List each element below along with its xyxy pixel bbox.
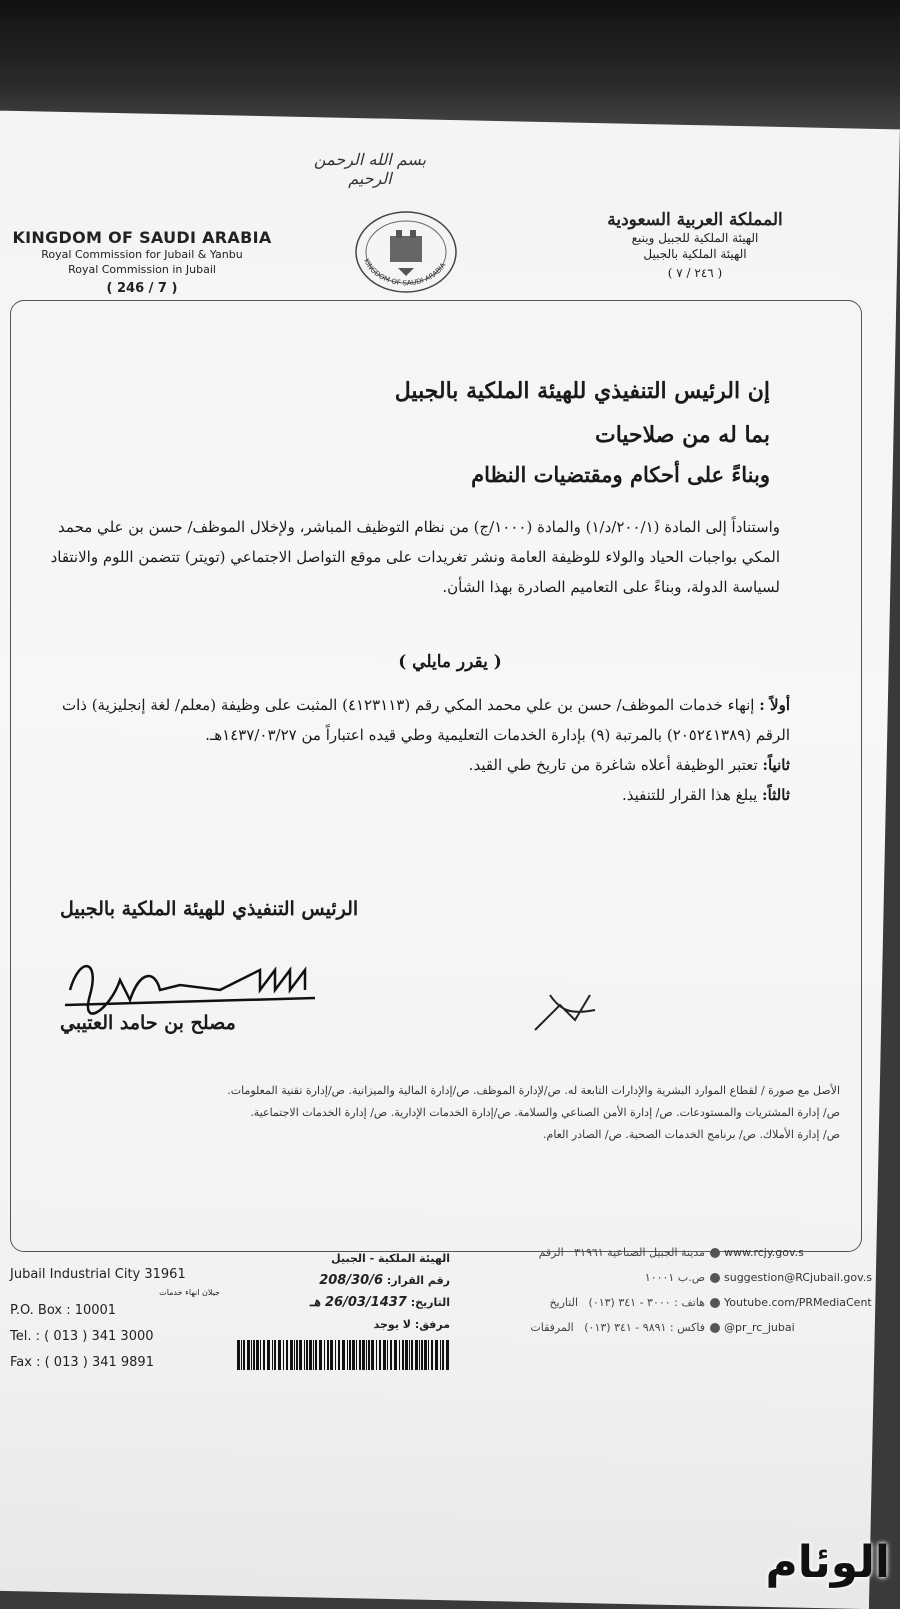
footer-att-label: المرفقات [530,1321,574,1334]
commission-ar-2: الهيئة الملكية بالجبيل [643,247,747,261]
stamp-att-value: لا يوجد [373,1318,411,1331]
contact-twitter-text: @pr_rc_jubai [724,1321,795,1334]
item-first [50,690,790,750]
decision-title-1: إن الرئيس التنفيذي للهيئة الملكية بالجبيل [394,378,770,404]
footer-city-ar [455,1240,705,1265]
footer-tel-ar-text: هاتف : ٣٠٠٠ - ٣٤١ (٠١٣) [588,1296,705,1309]
initial-scribble-icon [530,985,600,1035]
decision-items [50,690,790,810]
commission-en-1: Royal Commission for Jubail & Yanbu [41,248,243,261]
commission-en-2: Royal Commission in Jubail [68,263,216,276]
kingdom-en: KINGDOM OF SAUDI ARABIA [12,228,272,247]
signature-scribble-icon [60,950,320,1020]
item-second-label: ثانياً: [762,756,790,774]
item-third-label: ثالثاً: [762,786,790,804]
commission-ar-1: الهيئة الملكية للجبيل وينبع [631,231,759,245]
stamp-date-label: التاريخ: [410,1296,450,1309]
header-english [12,228,272,296]
signatory-title: الرئيس التنفيذي للهيئة الملكية بالجبيل [60,898,359,920]
ref-number-ar: ( ٢٤٦ / ٧ ) [667,266,723,280]
footer-tel-ar [455,1290,705,1315]
stamp-date [230,1292,450,1314]
contact-web [710,1240,900,1265]
stamp-number [230,1270,450,1292]
decision-title-3: وبناءً على أحكام ومقتضيات النظام [471,462,770,487]
royal-seal-icon [352,208,460,296]
stamp-attachments [230,1314,450,1336]
footer-fax-ar-text: فاكس : ٩٨٩١ - ٣٤١ (٠١٣) [584,1321,705,1334]
distribution-list [40,1080,840,1146]
youtube-icon [710,1298,720,1308]
stamp-number-label: رقم القرار: [386,1274,450,1287]
stamp-date-value: 26/03/1437 هـ [309,1295,407,1310]
stamp-org: الهيئة الملكية - الجبيل [331,1252,450,1265]
contact-twitter [710,1315,900,1340]
footer-pobox-ar: ص.ب ١٠٠٠١ [644,1271,705,1284]
twitter-icon [710,1323,720,1333]
footer-fax-ar [455,1315,705,1340]
footer-tel-en: Tel. : ( 013 ) 341 3000 [10,1329,154,1344]
footer-num-label: الرقم [538,1246,564,1259]
contact-youtube [710,1290,900,1315]
item-third-text: يبلغ هذا القرار للتنفيذ. [622,786,758,804]
item-second-text: تعتبر الوظيفة أعلاه شاغرة من تاريخ طي القيد. [468,756,758,774]
signatory-name: مصلح بن حامد العتيبي [60,1012,236,1034]
footer-address-ar [455,1240,705,1340]
footer-pobox-en: P.O. Box : 10001 [10,1303,117,1318]
item-first-text: إنهاء خدمات الموظف/ حسن بن علي محمد المكي رقم (٤١٢٣١١٣) المثبت على وظيفة (معلم/ لغة إنجليزية) ذات الرقم (٢٠٥٢٤١٣٨٩) بالمرتبة (٩) بإدارة الخدمات التعليمية وطي قيده اعتباراً من ١٤٣٧/٠٣/٢٧هـ. [61,696,790,744]
contact-email [710,1265,900,1290]
decision-title-2: بما له من صلاحيات [594,422,770,448]
ref-number-en: ( 246 / 7 ) [106,281,178,296]
distribution-line-2: ص/ إدارة المشتريات والمستودعات. ص/ إدارة الأمن الصناعي والسلامة. ص/إدارة الخدمات الإدارية. ص/ إدارة الخدمات الاجتماعية. [250,1106,840,1119]
footer-city-en: Jubail Industrial City 31961 [10,1267,186,1282]
footer-fax-en: Fax : ( 013 ) 341 9891 [10,1355,154,1370]
contact-email-text: suggestion@RCjubail.gov.s [724,1271,872,1284]
item-second [50,750,790,780]
globe-icon [710,1248,720,1258]
item-first-label: أولاً : [759,696,790,714]
basmala: بسم الله الرحمن الرحيم [313,150,427,188]
item-third [50,780,790,810]
stamp-number-value: 208/30/6 [319,1273,383,1288]
distribution-line-1: الأصل مع صورة / لقطاع الموارد البشرية والإدارات التابعة له. ص/لإدارة الموظف. ص/إدارة المالية والميزانية. ص/إدارة تقنية المعلومات. [227,1084,840,1097]
footer-address-en [10,1262,220,1376]
email-icon [710,1273,720,1283]
footer-date-label: التاريخ [549,1296,579,1309]
resolves-heading: ( يقرر مايلي ) [398,652,502,672]
decision-body: واستناداً إلى المادة (٢٠٠/١/د/١) والمادة (١٠٠٠/ج) من نظام التوظيف المباشر، ولإخلال الموظف/ حسن بن علي محمد المكي بواجبات الحياد والولاء للوظيفة العامة ونشر تغريدات على موقع التواصل الاجتماعي (تويتر) تتضمن اللوم والانتقاد لسياسة الدولة، وبناءً على التعاميم الصادرة بهذا الشأن. [50,518,780,596]
footer-tiny-note: جيلان انهاء خدمات [159,1288,220,1297]
footer-contacts [710,1240,900,1340]
watermark-logo: الوئام [765,1537,890,1588]
footer-city-ar-text: مدينة الجبيل الصناعية ٣١٩٦١ [574,1246,705,1259]
distribution-line-3: ص/ إدارة الأملاك. ص/ برنامج الخدمات الصحية. ص/ الصادر العام. [543,1128,840,1141]
contact-web-text: www.rcjy.gov.s [724,1246,804,1259]
barcode-icon [235,1338,450,1372]
header-arabic [550,210,840,280]
kingdom-ar: المملكة العربية السعودية [607,210,783,230]
contact-youtube-text: Youtube.com/PRMediaCent [724,1296,872,1309]
stamp-att-label: مرفق: [414,1318,450,1331]
seal-text: KINGDOM OF SAUDI ARABIA [362,257,448,288]
